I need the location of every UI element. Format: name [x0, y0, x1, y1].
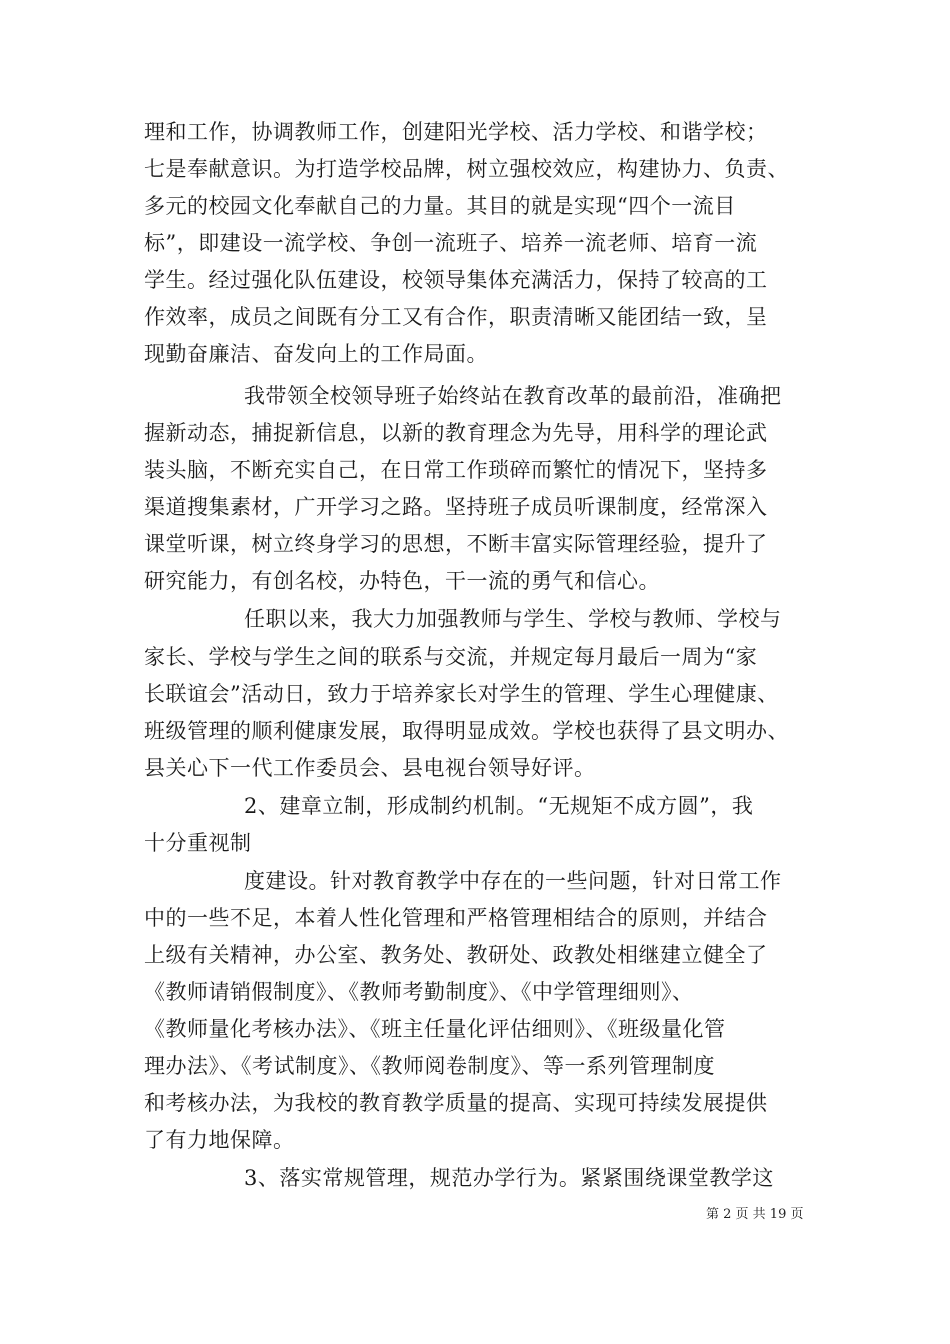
text-line-23: 上级有关精神，办公室、教务处、教研处、政教处相继建立健全了: [144, 943, 768, 967]
text-line-7: 现勤奋廉洁、奋发向上的工作局面。: [144, 342, 488, 366]
text-line-22: 中的一些不足，本着人性化管理和严格管理相结合的原则，并结合: [144, 906, 768, 930]
text-line-3: 多元的校园文化奉献自己的力量。其目的就是实现“四个一流目: [144, 194, 736, 218]
text-line-20: 十分重视制: [144, 831, 252, 855]
text-line-25: 《教师量化考核办法》、《班主任量化评估细则》、《班级量化管: [144, 1017, 726, 1041]
text-line-18: 县关心下一代工作委员会、县电视台领导好评。: [144, 756, 596, 780]
text-line-19: 2、建章立制，形成制约机制。“无规矩不成方圆”，我: [244, 794, 754, 818]
text-line-12: 课堂听课，树立终身学习的思想，不断丰富实际管理经验，提升了: [144, 532, 768, 556]
text-line-28: 了有力地保障。: [144, 1128, 295, 1152]
text-line-14: 任职以来，我大力加强教师与学生、学校与教师、学校与: [244, 607, 782, 631]
text-line-1: 理和工作，协调教师工作，创建阳光学校、活力学校、和谐学校；: [144, 120, 768, 144]
text-line-16: 长联谊会”活动日，致力于培养家长对学生的管理、学生心理健康、: [144, 682, 779, 706]
text-line-4: 标”，即建设一流学校、争创一流班子、培养一流老师、培育一流: [144, 231, 758, 255]
text-line-11: 渠道搜集素材，广开学习之路。坚持班子成员听课制度，经常深入: [144, 495, 768, 519]
text-line-13: 研究能力，有创名校，办特色，干一流的勇气和信心。: [144, 569, 660, 593]
text-line-10: 装头脑，不断充实自己，在日常工作琐碎而繁忙的情况下，坚持多: [144, 458, 768, 482]
text-line-2: 七是奉献意识。为打造学校品牌，树立强校效应，构建协力、负责、: [144, 157, 789, 181]
page-number-footer: 第 2 页 共 19 页: [706, 1207, 804, 1222]
text-line-27: 和考核办法，为我校的教育教学质量的提高、实现可持续发展提供: [144, 1091, 768, 1115]
text-line-5: 学生。经过强化队伍建设，校领导集体充满活力，保持了较高的工: [144, 268, 768, 292]
text-line-8: 我带领全校领导班子始终站在教育改革的最前沿，准确把: [244, 384, 782, 408]
text-line-24: 《教师请销假制度》、《教师考勤制度》、《中学管理细则》、: [144, 980, 694, 1004]
text-line-6: 作效率，成员之间既有分工又有合作，职责清晰又能团结一致，呈: [144, 305, 768, 329]
text-line-9: 握新动态，捕捉新信息，以新的教育理念为先导，用科学的理论武: [144, 421, 768, 445]
text-line-15: 家长、学校与学生之间的联系与交流，并规定每月最后一周为“家: [144, 645, 758, 669]
text-line-17: 班级管理的顺利健康发展，取得明显成效。学校也获得了县文明办、: [144, 719, 789, 743]
text-line-21: 度建设。针对教育教学中存在的一些问题，针对日常工作: [244, 869, 782, 893]
text-line-29: 3、落实常规管理，规范办学行为。紧紧围绕课堂教学这: [244, 1166, 774, 1190]
text-line-26: 理办法》、《考试制度》、《教师阅卷制度》、等一系列管理制度: [144, 1054, 715, 1078]
